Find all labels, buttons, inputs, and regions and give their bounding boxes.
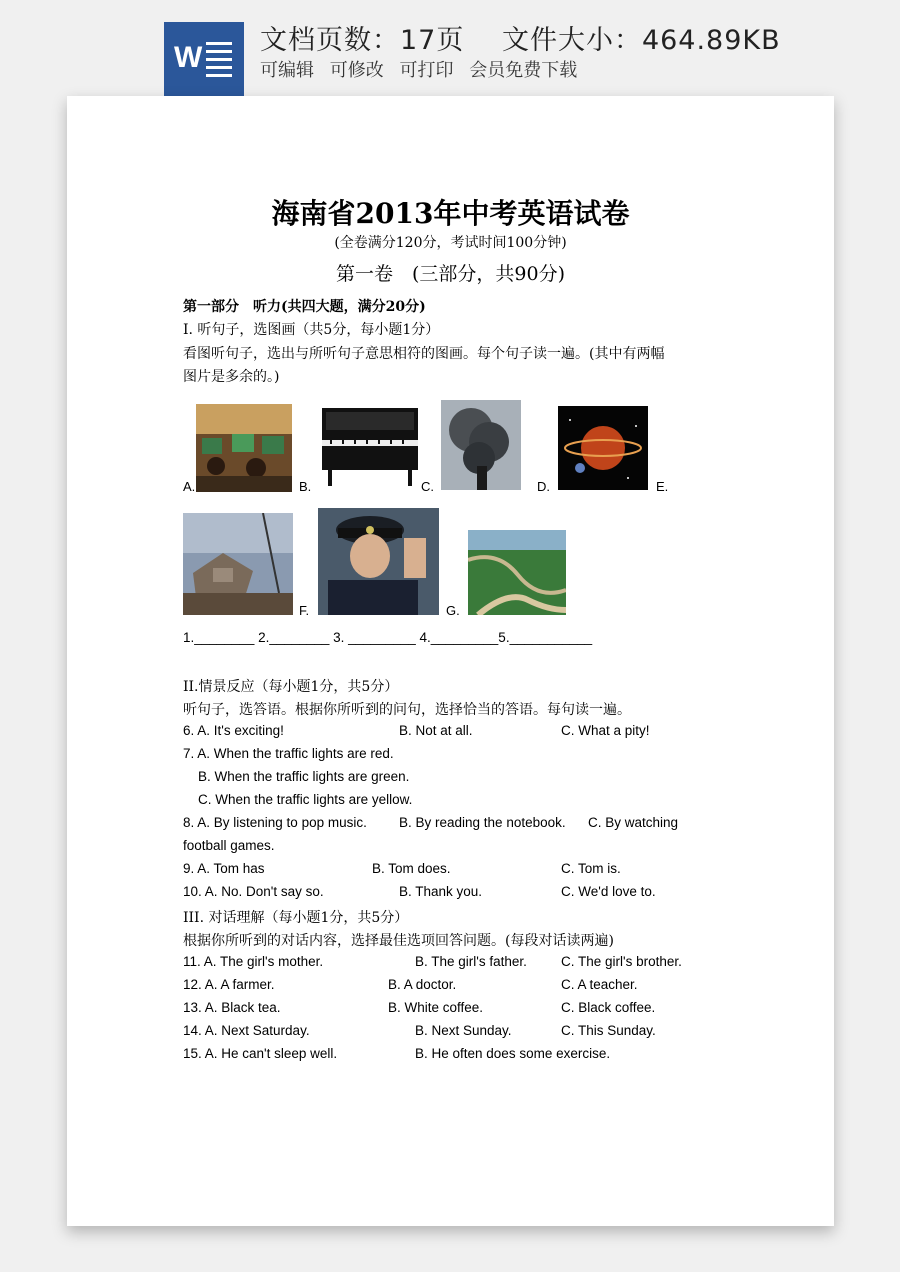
q8-option-b: B. By reading the notebook. bbox=[399, 815, 566, 830]
q11-option-a: 11. A. The girl's mother. bbox=[183, 954, 324, 969]
picture-police-officer bbox=[318, 508, 439, 615]
q13-option-c: C. Black coffee. bbox=[561, 1000, 656, 1015]
section3-heading: III. 对话理解（每小题1分，共5分） bbox=[183, 910, 409, 926]
q8-option-a: 8. A. By listening to pop music. bbox=[183, 815, 367, 830]
part1-heading: 第一部分 听力(共四大题，满分20分) bbox=[183, 299, 426, 315]
document-features bbox=[260, 56, 587, 82]
word-document-icon: W bbox=[164, 22, 244, 96]
picture-great-wall bbox=[468, 530, 566, 615]
feature-printable: 可打印 bbox=[399, 60, 454, 81]
document-info-title: 文档页数：17页 文件大小：464.89KB bbox=[260, 25, 781, 56]
q6-option-c: C. What a pity! bbox=[561, 723, 650, 738]
q14-option-b: B. Next Sunday. bbox=[415, 1023, 512, 1038]
q8-option-c-cont: football games. bbox=[183, 838, 275, 853]
picture-label-g: G. bbox=[446, 603, 460, 618]
q11-option-c: C. The girl's brother. bbox=[561, 954, 682, 969]
section2-instruction: 听句子，选答语。根据你所听到的问句，选择恰当的答语。每句读一遍。 bbox=[183, 702, 631, 718]
section3-instruction: 根据你所听到的对话内容，选择最佳选项回答问题。(每段对话读两遍) bbox=[183, 933, 614, 949]
q13-option-a: 13. A. Black tea. bbox=[183, 1000, 281, 1015]
q7-option-a: 7. A. When the traffic lights are red. bbox=[183, 746, 394, 761]
picture-earthquake-ruins bbox=[183, 513, 293, 615]
picture-label-d: D. bbox=[537, 479, 550, 494]
picture-internet-cafe bbox=[196, 404, 292, 492]
feature-editable: 可编辑 bbox=[260, 60, 314, 81]
q7-option-c: C. When the traffic lights are yellow. bbox=[198, 792, 413, 807]
picture-planet-saturn bbox=[558, 406, 648, 490]
section2-heading: II.情景反应（每小题1分，共5分） bbox=[183, 679, 399, 695]
q7-option-b: B. When the traffic lights are green. bbox=[198, 769, 410, 784]
q15-option-b: B. He often does some exercise. bbox=[415, 1046, 611, 1061]
answer-blanks[interactable]: 1.________ 2.________ 3. _________ 4._________5.___________ bbox=[183, 630, 593, 645]
q11-option-b: B. The girl's father. bbox=[415, 954, 527, 969]
q13-option-b: B. White coffee. bbox=[388, 1000, 484, 1015]
section1-instruction: 看图听句子，选出与所听句子意思相符的图画。每个句子读一遍。(其中有两幅 bbox=[183, 346, 665, 362]
picture-label-c: C. bbox=[421, 479, 434, 494]
doc-subtitle: (全卷满分120分，考试时间100分钟) bbox=[334, 235, 567, 251]
download-banner bbox=[0, 0, 900, 96]
q6-option-b: B. Not at all. bbox=[399, 723, 473, 738]
picture-piano bbox=[318, 402, 422, 490]
q9-option-b: B. Tom does. bbox=[372, 861, 451, 876]
feature-modifiable: 可修改 bbox=[329, 60, 384, 81]
volume-heading: 第一卷 (三部分，共90分) bbox=[335, 263, 565, 285]
doc-title: 海南省2013年中考英语试卷 bbox=[271, 197, 630, 230]
q10-option-c: C. We'd love to. bbox=[561, 884, 656, 899]
q12-option-a: 12. A. A farmer. bbox=[183, 977, 275, 992]
picture-label-a: A. bbox=[183, 479, 196, 494]
q6-option-a: 6. A. It's exciting! bbox=[183, 723, 284, 738]
picture-label-e: E. bbox=[656, 479, 669, 494]
section1-instruction-cont: 图片是多余的。) bbox=[183, 369, 280, 385]
section1-heading: I. 听句子，选图画（共5分，每小题1分） bbox=[183, 322, 440, 338]
feature-member-download[interactable]: 会员免费下载 bbox=[469, 60, 578, 81]
q9-option-a: 9. A. Tom has bbox=[183, 861, 265, 876]
picture-smoke-chimney bbox=[441, 400, 521, 490]
q12-option-b: B. A doctor. bbox=[388, 977, 457, 992]
q8-option-c: C. By watching bbox=[588, 815, 679, 830]
picture-label-f: F. bbox=[299, 603, 310, 618]
q10-option-a: 10. A. No. Don't say so. bbox=[183, 884, 324, 899]
q9-option-c: C. Tom is. bbox=[561, 861, 621, 876]
q14-option-a: 14. A. Next Saturday. bbox=[183, 1023, 310, 1038]
q15-option-a: 15. A. He can't sleep well. bbox=[183, 1046, 338, 1061]
q12-option-c: C. A teacher. bbox=[561, 977, 638, 992]
picture-label-b: B. bbox=[299, 479, 312, 494]
q14-option-c: C. This Sunday. bbox=[561, 1023, 656, 1038]
q10-option-b: B. Thank you. bbox=[399, 884, 483, 899]
